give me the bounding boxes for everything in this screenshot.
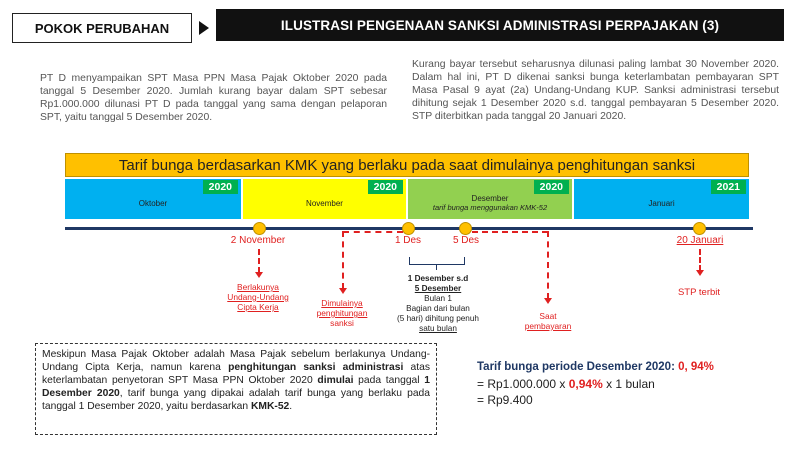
connector-mulai xyxy=(342,231,344,289)
month-november xyxy=(243,179,406,219)
section-label: POKOK PERUBAHAN xyxy=(12,13,192,43)
event-mulai-sanksi: Dimulainya penghitungan sanksi xyxy=(316,298,368,328)
timeline-dot-des5 xyxy=(459,222,472,235)
date-label-nov2: 2 November xyxy=(230,235,286,246)
event-stp-terbit: STP terbit xyxy=(677,287,721,298)
year-badge: 2020 xyxy=(534,180,569,194)
date-label-des1: 1 Des xyxy=(394,235,422,246)
month-name: November xyxy=(306,198,343,208)
arrow-down-icon xyxy=(339,288,347,294)
arrow-down-icon xyxy=(255,272,263,278)
period-note: 1 Desember s.d 5 Desember Bulan 1 Bagian dari bulan (5 hari) dihitung penuh satu bulan xyxy=(397,274,479,333)
timeline-dot-nov2 xyxy=(253,222,266,235)
date-label-des5: 5 Des xyxy=(452,235,480,246)
calc-line-1: = Rp1.000.000 x 0,94% x 1 bulan xyxy=(477,377,655,391)
explanation-box: Meskipun Masa Pajak Oktober adalah Masa Pajak sebelum berlakunya Undang-Undang Cipta Kerja, namun karena penghitungan sanksi administrasi atas keterlambatan penyetoran SPT Masa PPN Oktober 2020 dimulai pada tanggal 1 Desember 2020, tarif bunga yang dipakai adalah tarif bunga yang berlaku pada tanggal 1 Desember 2020, yaitu berdasarkan KMK-52. xyxy=(35,343,437,435)
calc-line-2: = Rp9.400 xyxy=(477,393,533,407)
month-name: Desember xyxy=(471,194,509,203)
arrow-down-icon xyxy=(544,298,552,304)
timeline-dot-jan20 xyxy=(693,222,706,235)
connector-bayar xyxy=(547,231,549,299)
tarif-banner: Tarif bunga berdasarkan KMK yang berlaku pada saat dimulainya penghitungan sanksi xyxy=(65,153,749,177)
connector-jan20 xyxy=(699,249,701,271)
play-arrow-icon xyxy=(199,21,209,35)
arrow-down-icon xyxy=(696,270,704,276)
date-label-jan20: 20 Januari xyxy=(676,235,724,246)
timeline-dot-des1 xyxy=(402,222,415,235)
intro-left-paragraph: PT D menyampaikan SPT Masa PPN Masa Pajak Oktober 2020 pada tanggal 5 Desember 2020. Jumlah kurang bayar dalam SPT sebesar Rp1.000.000 dilunasi PT D pada tanggal yang sama dengan pelaporan SPT, yaitu tanggal 5 Desember 2020. xyxy=(40,73,387,123)
year-badge: 2020 xyxy=(203,180,238,194)
connector-nov2 xyxy=(258,249,260,273)
connector-mulai-h xyxy=(343,231,403,233)
event-berlaku-uu: Berlakunya Undang-Undang Cipta Kerja xyxy=(227,282,289,312)
period-brace xyxy=(409,257,465,265)
period-brace-tip xyxy=(436,264,437,270)
calc-title: Tarif bunga periode Desember 2020: 0, 94% xyxy=(477,361,714,373)
month-oktober xyxy=(65,179,241,219)
intro-right-paragraph: Kurang bayar tersebut seharusnya dilunasi paling lambat 30 November 2020. Dalam hal ini, PT D dikenai sanksi bunga keterlambatan pembayaran SPT Masa Pasal 9 ayat (2a) Undang-Undang KUP. Sanksi administrasi tersebut dihitung sejak 1 Desember 2020 s.d. tanggal pembayaran 5 Desember 2020. STP diterbitkan pada tanggal 20 Januari 2020. xyxy=(412,59,779,122)
year-badge: 2021 xyxy=(711,180,746,194)
month-name: Januari xyxy=(648,198,675,208)
month-subtitle: tarif bunga menggunakan KMK-52 xyxy=(432,203,548,212)
month-januari xyxy=(574,179,749,219)
month-desember xyxy=(408,179,572,219)
connector-bayar-h xyxy=(472,231,548,233)
year-badge: 2020 xyxy=(368,180,403,194)
page-title: ILUSTRASI PENGENAAN SANKSI ADMINISTRASI PERPAJAKAN (3) xyxy=(216,9,784,41)
month-name: Oktober xyxy=(138,198,168,208)
event-saat-pembayaran: Saat pembayaran xyxy=(524,311,572,331)
